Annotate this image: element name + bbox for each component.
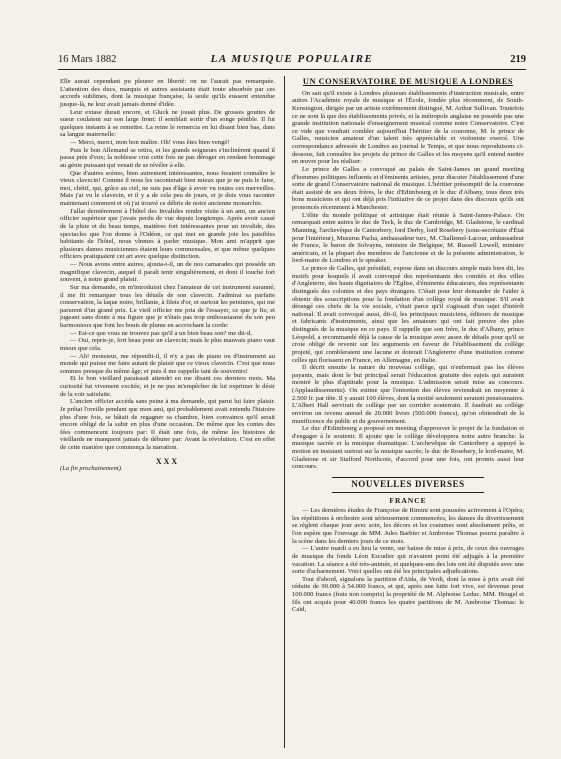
section-rule-bottom (332, 492, 484, 493)
left-column (60, 78, 275, 473)
header-title: LA MUSIQUE POPULAIRE (210, 53, 374, 65)
continuation-note: (La fin prochainement). (60, 465, 123, 473)
paragraph: Sur ma demande, on m'introduisit chez l'amateur de cet instrument suranné; il me fit remarquer tous les détails de son clavecin. J'admirai sa parfaite conservation, la laque noire, brillante, à filets d'or, et surtout les peintures, qui me parurent d'un grand prix. Le vieil officier me pria de l'essayer, ce que je fis; et jugeant sans doute à ma figure que je n'étais pas trop enthousiasmé du son peu harmonieux que font les bouts de plume en accrochant la corde: (60, 283, 275, 329)
paragraph: Que d'autres scènes, bien autrement intéressantes, nous feraient connaître le vieux clavecin! Comme il nous les raconterait bien mieux que je ne puis le faire, moi, chétif, qui, grâce au ciel, ne suis pas d'âge à avoir vu toutes ces merveilles. Mais j'ai vu le clavecin, et il y a de cela peu de jours, et je dois vous raconter maintenant comment et où j'ai trouvé ce débris de notre ancienne monarchie. (60, 169, 275, 207)
paragraph: L'ancien officier accéda sans peine à ma demande, qui parut lui faire plaisir. Je prêtai l'oreille pendant que mon ami, qui probablement avait entendu l'histoire plus d'une fois, se hâtait de regagner sa chambre, bien convaincu qu'il serait encore obligé de la subir en plus d'une occasion. De même que les contes des fées commencent toujours par: Il était une fois, de même les histoires de vieillards ne manquent jamais de débuter par: Avant la révolution. C'est en effet de cette manière que commença la narration. (60, 398, 275, 451)
page-number: 219 (510, 54, 526, 65)
paragraph: Le prince de Galles a convoqué au palais de Saint-James un grand meeting d'hommes politiques influents et d'éminents artistes, pour discuter l'établissement d'une sorte de grand Conservatoire national de musique. L'héritier présomptif de la couronne était assisté de ses deux frères, le duc d'Edimbourg et le duc d'Albany, tous deux très bons musiciens et qui ont déjà pris l'initiative de ce projet dans des discours qu'ils ont prononcés récemment à Manchester. (292, 165, 524, 211)
paragraph: Le duc d'Edimbourg a proposé en meeting d'approuver le projet de la fondation et d'engager à le soutenir. Il ajoute que le collège développera notre autre branche: la musique sacrée et la musique dramatique. L'archevêque de Cantorbery a appuyé la motion en insistant surtout sur la musique sacrée; le duc de Rosebery, le lord-maire, M. Gladstone et sir Stafford Northcote, d'accord pour une fois, ont promis aussi leur concours. (292, 425, 524, 471)
paragraph: — Ah! monsieur, me répondit-il, il n'y a pas de piano ou d'instrument au monde qui puisse me faire autant de plaisir que ce vieux clavecin. C'est que nous sommes presque du même âge; et puis il me rappelle tant de souvenirs! (60, 352, 275, 375)
right-column (292, 78, 524, 614)
paragraph: Le prince de Galles, qui présidait, expose dans un discours simple mais bien dit, les motifs pour lesquels il avait convoqué des représentants des comités et des villes d'Angleterre, des hauts dignitaires de l'Église, d'éminents éducateurs, des représentants distingués des colonies et des pays étrangers. C'était pour leur demander de l'aider à obtenir des souscriptions pour la fondation d'un collège royal de musique. S'il avait dérangé ces chefs de la vie sociale, c'était parce qu'il s'agissait d'un sujet d'intérêt national. Il avait convoqué aussi, dit-il, les principaux musiciens, éditeurs de musique et fabricants d'instruments, ainsi que les amateurs qui ont fait preuve des plus distingués de la musique en ce pays. Il rappelle que son frère, le duc d'Albany, prince Léopold, a recommandé déjà la cause de la musique avec assez de détails pour qu'il se croie obligé de revenir sur les arguments en faveur de l'établissement du collège projeté, qui combleraient une lacune et doterait l'Angleterre d'une institution comme celles qui florissent en France, en Allemagne, en Italie. (292, 265, 524, 364)
subsection-title: FRANCE (389, 495, 427, 505)
paragraph: J'allai dernièrement à l'hôtel des Invalides rendre visite à un ami, un ancien officier supérieur que j'avais perdu de vue depuis longtemps. Après avoir causé de la pluie et du beau temps, matières fort intéressantes pour un invalide, des spectacles que l'on donne à l'Odéon, ce qui met en grande joie les paisibles habitants de l'hôtel, nous vînmes à parler musique. Mon ami m'apprit que plusieurs dames musiciennes étaient leurs commensales, et que même quelques officiers pratiquaient cet art avec quelque distinction. (60, 207, 275, 261)
news-paragraph: — Les dernières études de Françoise de Rimini sont poussées activement à l'Opéra; les répétitions à orchestre sont sérieusement commencées, les danses du divertissement se règlent chaque jour avec soin, les décors et les costumes sont absolument prêts, et l'on espère que l'ouvrage de MM. Jules Barbier et Ambroise Thomas pourra paraître à la scène dans les derniers jours de ce mois. (292, 507, 524, 545)
section-separator: XXX (155, 456, 180, 466)
article-title: UN CONSERVATOIRE DE MUSIQUE A LONDRES (302, 77, 514, 86)
column-divider (284, 76, 285, 748)
paragraph: — Merci, merci, mon bon maître. Oh! vous êtes bien vengé! (70, 139, 230, 146)
section-rule-top (332, 477, 484, 478)
paragraph: Il décrit ensuite la nature du nouveau collège, qui n'enfermait pas les élèves payants, mais dont le but principal serait l'éducation gratuite des sujets qui auraient montré le plus d'aptitude pour la musique. L'admission serait mise au concours. (Applaudissements). On estime que l'entretien des élèves reviendrait en moyenne à 2.500 fr. par tête. Il y aurait 100 élèves, dont la moitié seulement seraient pensionnaires. L'Albert Hall servirait de collège par un corridor souterrain. Il faudrait au collège environ un revenu annuel de 20.000 livres (500.000 francs), qu'on obtiendrait de la munificence du public et du gouvernement. (292, 364, 524, 425)
header-date: 16 Mars 1882 (58, 54, 117, 65)
paragraph: On sait qu'il existe à Londres plusieurs établissements d'instruction musicale, entre autres l'Académie royale de musique et l'École, fondée plus récemment, de South-Kensington, dirigée par un artiste extrêmement distingué, M. Arthur Sullivan. Toutefois ce ne sont là que des établissements privés, et la métropole anglaise ne possède pas une grande institution nationale d'enseignement musical comme notre Conservatoire. C'est ce vide que voudrait combler aujourd'hui l'héritier de la couronne, M. le prince de Galles, musicien amateur d'un talent très appréciable et violoniste exercé. Une correspondance adressée de Londres au journal le Temps, et que nous reproduisons ci-dessous, fait connaître les projets du prince de Galles et les moyens qu'il entend mettre en œuvre pour les réaliser: (292, 89, 524, 166)
news-section-title: NOUVELLES DIVERSES (351, 478, 465, 489)
header-rule (58, 69, 526, 70)
paragraph: L'élite du monde politique et artistique était réunie à Saint-James-Palace. On remarquait entre autres le duc de Teck, le duc de Cambridge, M. Gladstone, le cardinal Manning, l'archevêque de Cantorbery, lord Derby, lord Rosebery (sous-secrétaire d'État pour l'intérieur), Musurus Pacha, ambassadeur turc, M. Challemel-Lacour, ambassadeur de France, le baron de Solvayns, ministre de Belgique, M. Russell Lowell, ministre américain, et la plupart des membres de l'ancienne et de la présente administration, le lord-maire de Londres et le speaker. (292, 211, 524, 265)
paragraph: Leur extase durait encore, et Gluck ne jouait plus. De grosses gouttes de sueur coulaient sur son large front: il semblait sortir d'un songe pénible. Il fut quelques instants à se remettre. La reine le remercia en lui disant bien bas, dans sa langue maternelle: (60, 108, 275, 139)
paragraph: Elle aurait cependant pu pleurer en liberté: on ne l'aurait pas remarquée. L'attention des ducs, marquis et autres assistants était toute absorbée par ces accords sublimes, dont la musique française, la seule qu'ils eussent entendue jusque-là, ne leur avait jamais donné d'idée. (60, 78, 275, 108)
news-paragraph: Tout d'abord, signalons la partition d'Aïda, de Verdi, dont la mise à prix avait été réduite de 90.000 à 54.000 francs, et qui, après une lutte fort vive, est devenue pour 100.000 francs (frais non compris) la propriété de M. Alphonse Leduc. MM. Heugel et fils ont acquis pour 40.000 francs les quatre partitions de M. Ambroise Thomas: le Caïd, (292, 575, 524, 614)
paragraph: Et le bon vieillard paraissait attendri en me disant ces derniers mots. Ma curiosité fut vivement excitée, et je ne pus m'empêcher de lui exprimer le désir de la voir satisfaite. (60, 375, 275, 398)
paragraph: Puis le bon Allemand se retira, et les grands seigneurs s'inclinèrent quand il passa près d'eux; la noblesse crut cette fois ne pas déroger en rendant hommage au génie puissant qui venait de se révéler à elle. (60, 146, 275, 169)
paragraph: — Est-ce que vous ne trouvez pas qu'il a un bien beau son? me dit-il. (70, 329, 253, 337)
paragraph: — Oui, repris-je, fort beau pour un clavecin; mais le plus mauvais piano vaut mieux que cela. (60, 337, 275, 352)
paragraph: — Nous avons entre autres, ajouta-t-il, un de nos camarades qui possède un magnifique clavecin, auquel il paraît tenir singulièrement, et dont il touche fort souvent, à notre grand plaisir. (60, 261, 275, 284)
news-paragraph: — L'autre mardi a eu lieu la vente, sur baisse de mise à prix, de ceux des ouvrages de musique du fonds Léon Escudier qui n'avaient point été adjugés à la première vacation. La séance a été très-animée, et quelques-uns des lots ont été disputés avec une sorte d'acharnement. Voici quelles ont été les principales adjudications. (292, 545, 524, 576)
page-header (58, 52, 526, 68)
